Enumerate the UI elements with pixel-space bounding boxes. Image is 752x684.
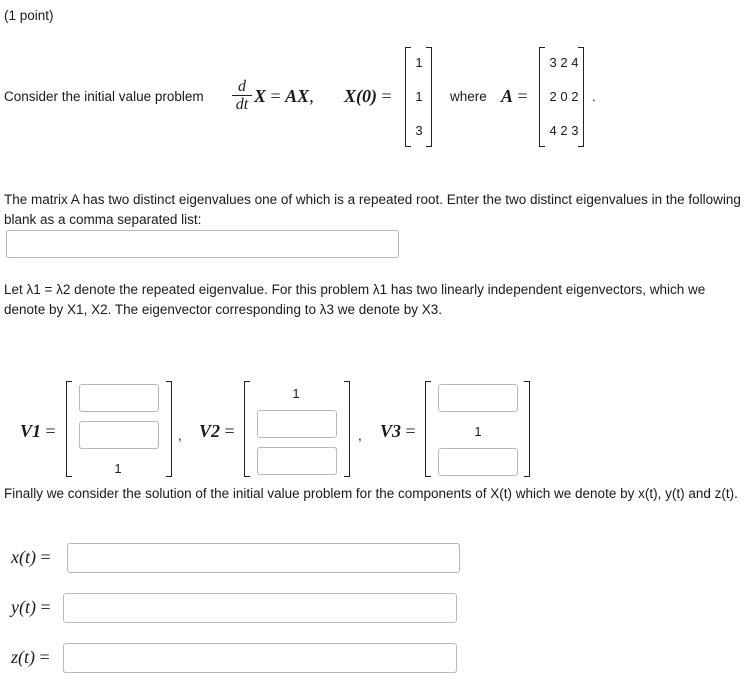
points-label: (1 point) [4,8,54,23]
intro-text: Consider the initial value problem [4,89,204,104]
right-bracket [344,381,350,477]
x0-entry: 1 [415,89,423,104]
ode-derivative: d dt [232,78,252,113]
eigenvalues-input[interactable] [6,230,399,258]
v1-label: V1 = [20,421,56,441]
matrix-row: 4 2 3 [549,123,579,138]
matrix-row: 2 0 2 [549,89,579,104]
z-t-label: z(t) = [11,647,50,667]
right-bracket [524,381,530,477]
left-bracket [244,381,250,477]
initial-condition: X(0) = [344,86,392,106]
x-t-label: x(t) = [11,547,51,567]
ode-equation: X = AX, [254,86,314,106]
v3-entry-2: 1 [474,424,482,439]
x0-entry: 1 [415,55,423,70]
y-t-label: y(t) = [11,597,51,617]
v2-entry-1: 1 [292,386,300,401]
eigenvalue-instructions: The matrix A has two distinct eigenvalues one of which is a repeated root. Enter the two distinct eigenvalues in the following blank as a comma separated list: [4,192,741,227]
v3-entry-1-input[interactable] [438,384,518,412]
v2-label: V2 = [199,421,235,441]
v1-entry-3: 1 [114,461,122,476]
right-bracket [426,47,432,147]
v1-entry-1-input[interactable] [79,384,159,412]
v3-label: V3 = [380,421,416,441]
matrix-a-label: A = [501,86,528,106]
solution-description: Finally we consider the solution of the initial value problem for the components of X(t) which we denote by x(t), y(t) and z(t). [4,486,738,501]
v3-entry-3-input[interactable] [438,448,518,476]
x0-entry: 3 [415,123,423,138]
separator: , [358,428,362,443]
v1-entry-2-input[interactable] [79,421,159,449]
v2-entry-3-input[interactable] [257,447,337,475]
left-bracket [425,381,431,477]
right-bracket [578,47,584,147]
right-bracket [166,381,172,477]
y-t-input[interactable] [63,593,457,623]
v2-entry-2-input[interactable] [257,410,337,438]
matrix-row: 3 2 4 [549,55,579,70]
where-text: where [450,89,487,104]
left-bracket [405,47,411,147]
left-bracket [66,381,72,477]
separator: , [178,428,182,443]
period: . [592,89,596,104]
eigenvector-description: Let λ1 = λ2 denote the repeated eigenvalue. For this problem λ1 has two linearly independent eigenvectors, which we denote by X1, X2. The eigenvector corresponding to λ3 we denote by X3. [4,282,706,317]
z-t-input[interactable] [63,643,457,673]
x-t-input[interactable] [67,543,460,573]
